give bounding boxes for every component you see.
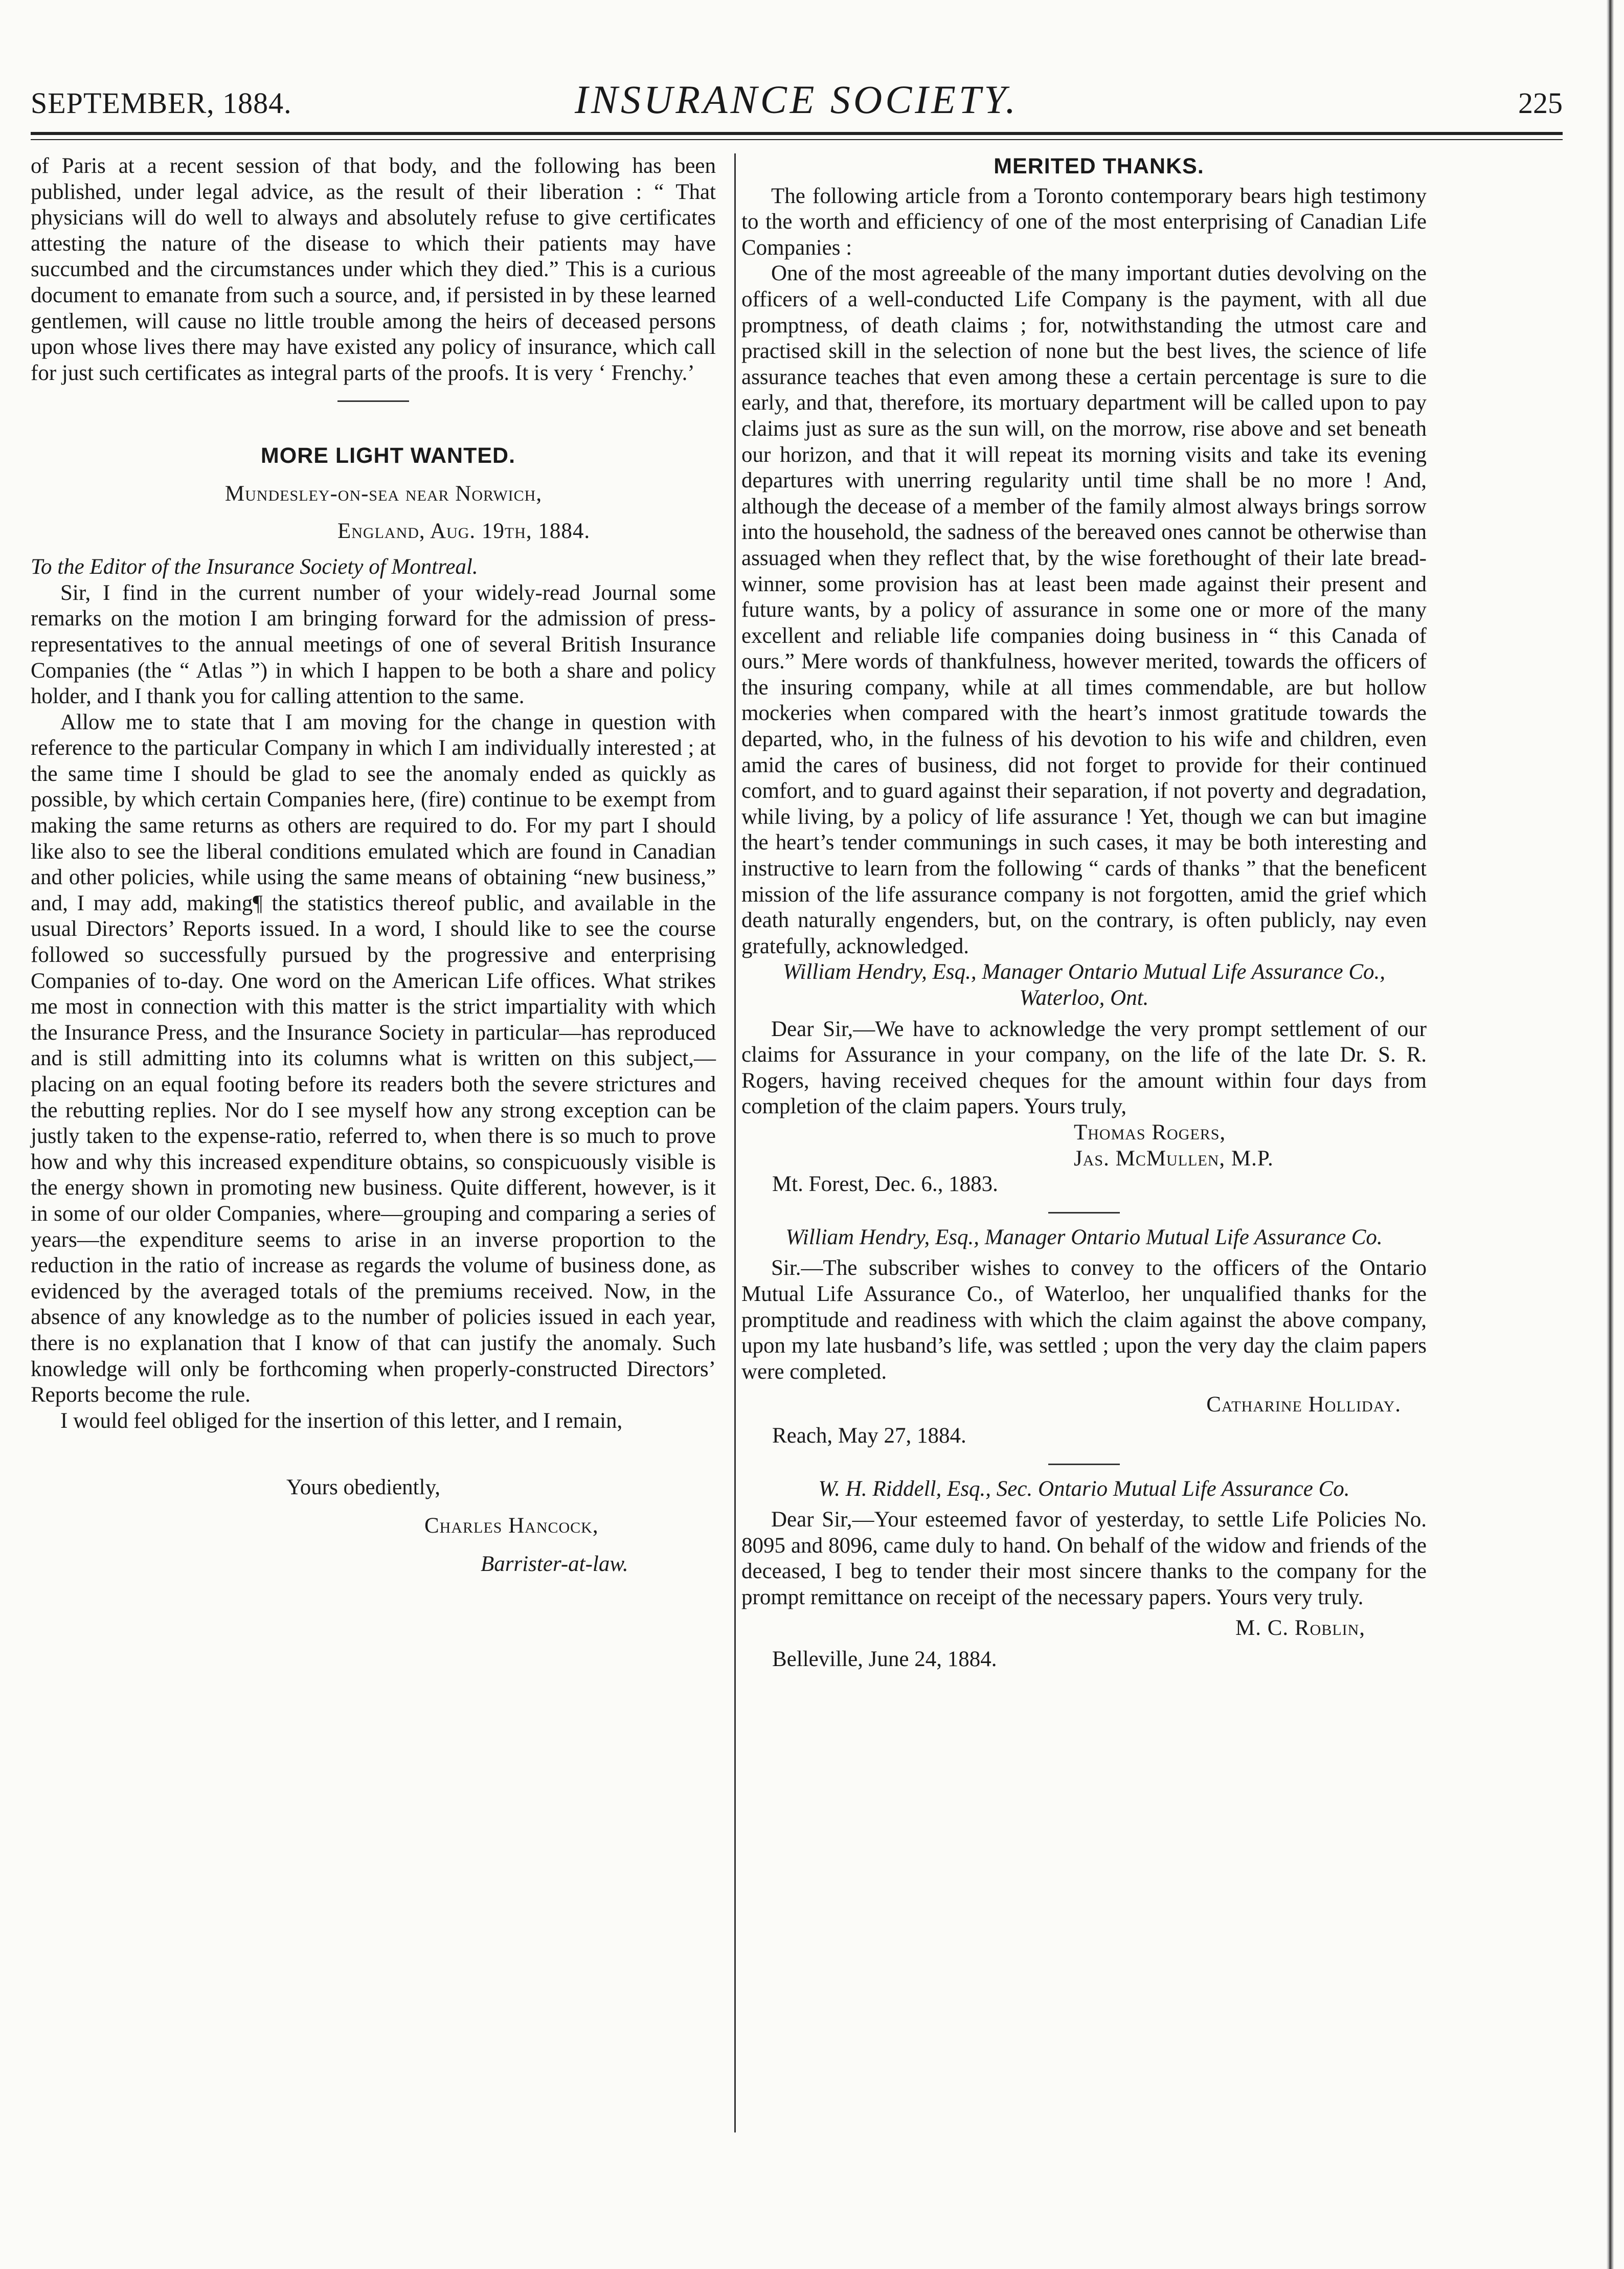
article-intro: The following article from a Toronto contemporary bears high testimony to the worth and efficiency of one of the most enterprising of Canadian Life Companies : [741, 184, 1427, 260]
letter2-signature: Catharine Holliday. [1206, 1392, 1401, 1417]
letter1-address: William Hendry, Esq., Manager Ontario Mutual Life Assurance Co., Waterloo, Ont. [782, 960, 1386, 1010]
page-header [31, 77, 1563, 123]
right-column [741, 153, 1427, 1673]
signature-title: Barrister-at-law. [481, 1552, 628, 1576]
letter-paragraph-1: Sir, I find in the current number of your widely-read Journal some remarks on the motion I am bringing forward for the admission of press-representatives to the annual meetings of one of several British Insurance Companies (the “ Atlas ”) in which I happen to be both a share and policy holder, and I thank you for calling attention to the same. [31, 580, 716, 709]
page-number: 225 [1518, 86, 1563, 120]
article-heading-more-light: MORE LIGHT WANTED. [260, 443, 516, 468]
article-paragraph: One of the most agreeable of the many important duties devolving on the officers of a well-conducted Life Company is the payment, with all due promptness, of death claims ; for, notwithstanding the utmost care and practised skill in the selection of none but the best lives, the science of life assurance teaches that even among these a certain percentage is sure to die early, and that, therefore, its mortuary department will be called upon to pay claims just as sure as the sun will, on the morrow, rise above and set beneath our horizon, and that it will repeat its morning visits and take its evening departures with unerring regularity until time shall be no more ! And, although the decease of a member of the family almost always brings sorrow into the household, the sadness of the bereaved ones cannot be otherwise than assuaged when they reflect that, by the wise forethought of their late bread-winner, some provision has at least been made against their present and future wants, by a policy of assurance in some one or more of the many excellent and reliable life companies doing business in “ this Canada of ours.” Mere words of thankfulness, however merited, towards the officers of the insuring company, while at all times commendable, are but hollow mockeries when compared with the heart’s inmost gratitude towards the departed, who, in the fulness of his devotion to his wife and children, even amid the cares of business, did not forget to provide for their continued comfort, and to guard against their separation, if not poverty and degradation, while living, by a policy of life assurance ! Yet, though we can but imagine the heart’s tender communings in such cases, it may be both interesting and instructive to learn from the following “ cards of thanks ” that the beneficent mission of the life assurance company is not forgotten, amid the grief which death naturally engenders, but, on the contrary, is often publicly, nay even gratefully, acknowledged. [741, 261, 1427, 958]
letter1-place: Mt. Forest, Dec. 6., 1883. [772, 1172, 998, 1197]
letter-paragraph-3: I would feel obliged for the insertion of this letter, and I remain, [60, 1408, 623, 1433]
column-divider [734, 153, 736, 2132]
letter2-place: Reach, May 27, 1884. [772, 1423, 966, 1448]
place-line: Mundesley-on-sea near Norwich, [224, 481, 543, 506]
letter3-body: Dear Sir,—Your esteemed favor of yesterday, to settle Life Policies No. 8095 and 8096, came duly to hand. On behalf of the widow and friends of the deceased, I beg to tender their most sincere thanks to the company for the prompt remittance on receipt of the necessary papers. Yours very truly. [741, 1508, 1427, 1609]
letter3-address: W. H. Riddell, Esq., Sec. Ontario Mutual Life Assurance Co. [818, 1476, 1350, 1501]
letter-paragraph-2: Allow me to state that I am moving for the change in question with reference to the particular Company in which I am individually interested ; at the same time I should be glad to see the anomaly ended as quickly as possible, by which certain Companies here, (fire) continue to be exempt from making the same returns as others are required to do. For my part I should like also to see the liberal conditions emulated which are found in Canadian and other policies, while using the same means of obtaining “new business,” and, I may add, making¶ the statistics thereof public, and available in the usual Directors’ Reports issued. In a word, I should like to see the course followed so successfully pursued by the progressive and enterprising Companies of to-day. One word on the American Life offices. What strikes me most in connection with this matter is the strict impartiality with which the Insurance Press, and the Insurance Society in particular—has reproduced and is still admitting into its columns what is written on this subject,—placing on an equal footing before its readers both the severe strictures and the rebutting replies. Nor do I see myself how any strong exception can be justly taken to the expense-ratio, referred to, when there is so much to prove how and why this increased expenditure obtains, so conspicuously visible is the energy shown in promoting new business. Quite different, however, is it in some of our older Companies, where—grouping and comparing a series of years—the expenditure seems to arise in an inverse proportion to the reduction in the ratio of increase as regards the volume of business done, as evidenced by the averaged totals of the premiums received. Now, in the absence of any knowledge as to the number of policies issued in each year, there is no explanation that I know of that can justify the anomaly. Such knowledge will only be forthcoming when properly-constructed Directors’ Reports become the rule. [31, 710, 716, 1407]
closing: Yours obediently, [286, 1475, 441, 1500]
letter3-place: Belleville, June 24, 1884. [772, 1647, 997, 1672]
letter2-address: William Hendry, Esq., Manager Ontario Mutual Life Assurance Co. [785, 1225, 1383, 1249]
article-heading-merited-thanks: MERITED THANKS. [994, 154, 1204, 178]
date-line: England, Aug. 19th, 1884. [337, 519, 591, 543]
letter2-body: Sir.—The subscriber wishes to convey to the officers of the Ontario Mutual Life Assurance Co., of Waterloo, her unqualified thanks for the promptitude and readiness with which the claim against the above company, upon my late husband’s life, was settled ; upon the very day the claim papers were completed. [741, 1256, 1427, 1384]
header-rule-thin [31, 139, 1563, 140]
letter1-body: Dear Sir,—We have to acknowledge the very prompt settlement of our claims for Assurance in your company, on the life of the late Dr. S. R. Rogers, having received cheques for the amount within four days from completion of the claim papers. Yours truly, [741, 1017, 1427, 1119]
salutation: To the Editor of the Insurance Society of Montreal. [31, 555, 478, 579]
page-edge [1607, 0, 1614, 2269]
letter1-signature-1: Thomas Rogers, [1074, 1120, 1226, 1144]
header-date: SEPTEMBER, 1884. [31, 86, 292, 120]
header-rule-thick [31, 132, 1563, 135]
intro-paragraph: of Paris at a recent session of that body, and the following has been published, under legal advice, as the result of their liberation : “ That physicians will do well to always and absolutely refuse to give certificates attesting the nature of the disease to which their patients may have succumbed and the circumstances under which they died.” This is a curious document to emanate from such a source, and, if persisted in by these learned gentlemen, will cause no little trouble among the heirs of deceased persons upon whose lives there may have existed any policy of insurance, which call for just such certificates as integral parts of the proofs. It is very ‘ Frenchy.’ [31, 154, 716, 385]
letter1-signature-2: Jas. McMullen, M.P. [1074, 1146, 1274, 1171]
publication-title: INSURANCE SOCIETY. [575, 77, 1019, 122]
signature: Charles Hancock, [424, 1513, 599, 1538]
letter3-signature: M. C. Roblin, [1235, 1616, 1365, 1641]
left-column [31, 153, 716, 1577]
